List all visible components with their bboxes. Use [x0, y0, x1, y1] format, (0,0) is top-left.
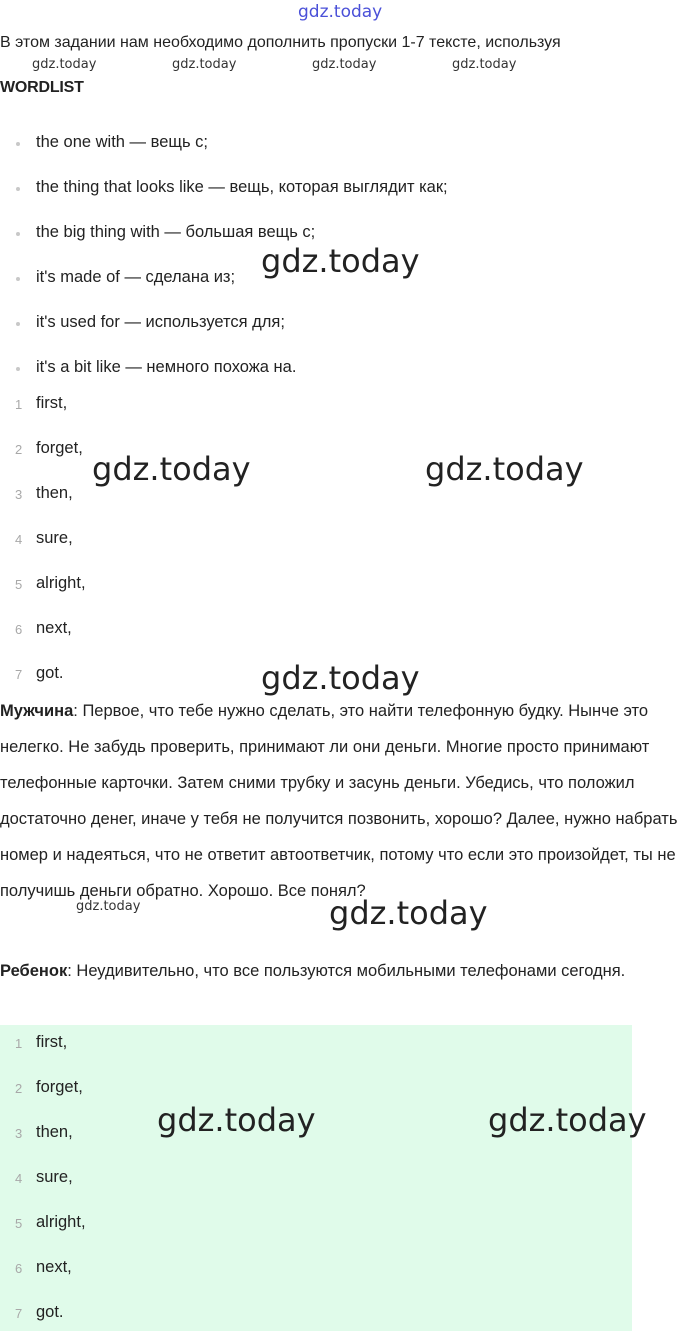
list-number: 5 — [15, 577, 23, 592]
list-number: 5 — [15, 1216, 23, 1231]
watermark: gdz.today — [261, 242, 420, 280]
list-word: forget, — [36, 439, 83, 457]
list-word: then, — [36, 484, 73, 502]
watermark: gdz.today — [488, 1101, 647, 1139]
list-item: the big thing with — большая вещь с; — [18, 223, 315, 242]
list-item: the thing that looks like — вещь, которая выглядит как; — [18, 178, 448, 197]
list-word: alright, — [36, 1213, 86, 1231]
watermark: gdz.today — [329, 894, 488, 932]
watermark: gdz.today — [157, 1101, 316, 1139]
watermark: gdz.today — [92, 450, 251, 488]
list-number: 7 — [15, 1306, 23, 1321]
dialogue-man: Мужчина: Первое, что тебе нужно сделать, это найти телефонную будку. Нынче это нелегко. Не забудь проверить, принимают ли они деньги. Многие просто принимают телефонные карточки. Затем сними трубку и засунь деньги. Убедись, что положил достаточно денег, иначе у тебя не получится позвонить, хорошо? Далее, нужно набрать номер и надеяться, что не ответит автоответчик, потому что если это произойдет, ты не получишь деньги обратно. Хорошо. Все понял? — [0, 702, 678, 900]
list-number: 4 — [15, 1171, 23, 1186]
speaker-child: Ребенок — [0, 962, 68, 980]
watermark: gdz.today — [32, 57, 97, 72]
watermark: gdz.today — [452, 57, 517, 72]
list-number: 1 — [15, 1036, 23, 1051]
list-number: 1 — [15, 397, 23, 412]
list-item: it's used for — используется для; — [18, 313, 285, 332]
list-number: 3 — [15, 487, 23, 502]
list-word: next, — [36, 619, 72, 637]
list-number: 6 — [15, 1261, 23, 1276]
list-number: 6 — [15, 622, 23, 637]
list-number: 4 — [15, 532, 23, 547]
speaker-man: Мужчина — [0, 702, 74, 720]
list-item: it's made of — сделана из; — [18, 268, 235, 287]
list-word: sure, — [36, 529, 73, 547]
list-word: alright, — [36, 574, 86, 592]
watermark: gdz.today — [312, 57, 377, 72]
list-word: next, — [36, 1258, 72, 1276]
list-number: 2 — [15, 1081, 23, 1096]
watermark: gdz.today — [298, 2, 383, 22]
list-word: got. — [36, 1303, 64, 1321]
intro-text: В этом задании нам необходимо дополнить пропуски 1-7 тексте, используя — [0, 34, 561, 51]
list-item: the one with — вещь с; — [18, 133, 208, 152]
dialogue-child: Ребенок: Неудивительно, что все пользуются мобильными телефонами сегодня. — [0, 962, 626, 980]
wordlist-heading: WORDLIST — [0, 79, 84, 96]
watermark: gdz.today — [261, 659, 420, 697]
list-number: 7 — [15, 667, 23, 682]
answer-box — [0, 1025, 632, 1331]
list-word: forget, — [36, 1078, 83, 1096]
list-word: sure, — [36, 1168, 73, 1186]
watermark: gdz.today — [425, 450, 584, 488]
list-number: 2 — [15, 442, 23, 457]
list-item: it's a bit like — немного похожа на. — [18, 358, 296, 377]
list-word: first, — [36, 1033, 68, 1051]
list-word: first, — [36, 394, 68, 412]
list-word: then, — [36, 1123, 73, 1141]
watermark: gdz.today — [172, 57, 237, 72]
list-word: got. — [36, 664, 64, 682]
list-number: 3 — [15, 1126, 23, 1141]
watermark: gdz.today — [76, 899, 141, 914]
